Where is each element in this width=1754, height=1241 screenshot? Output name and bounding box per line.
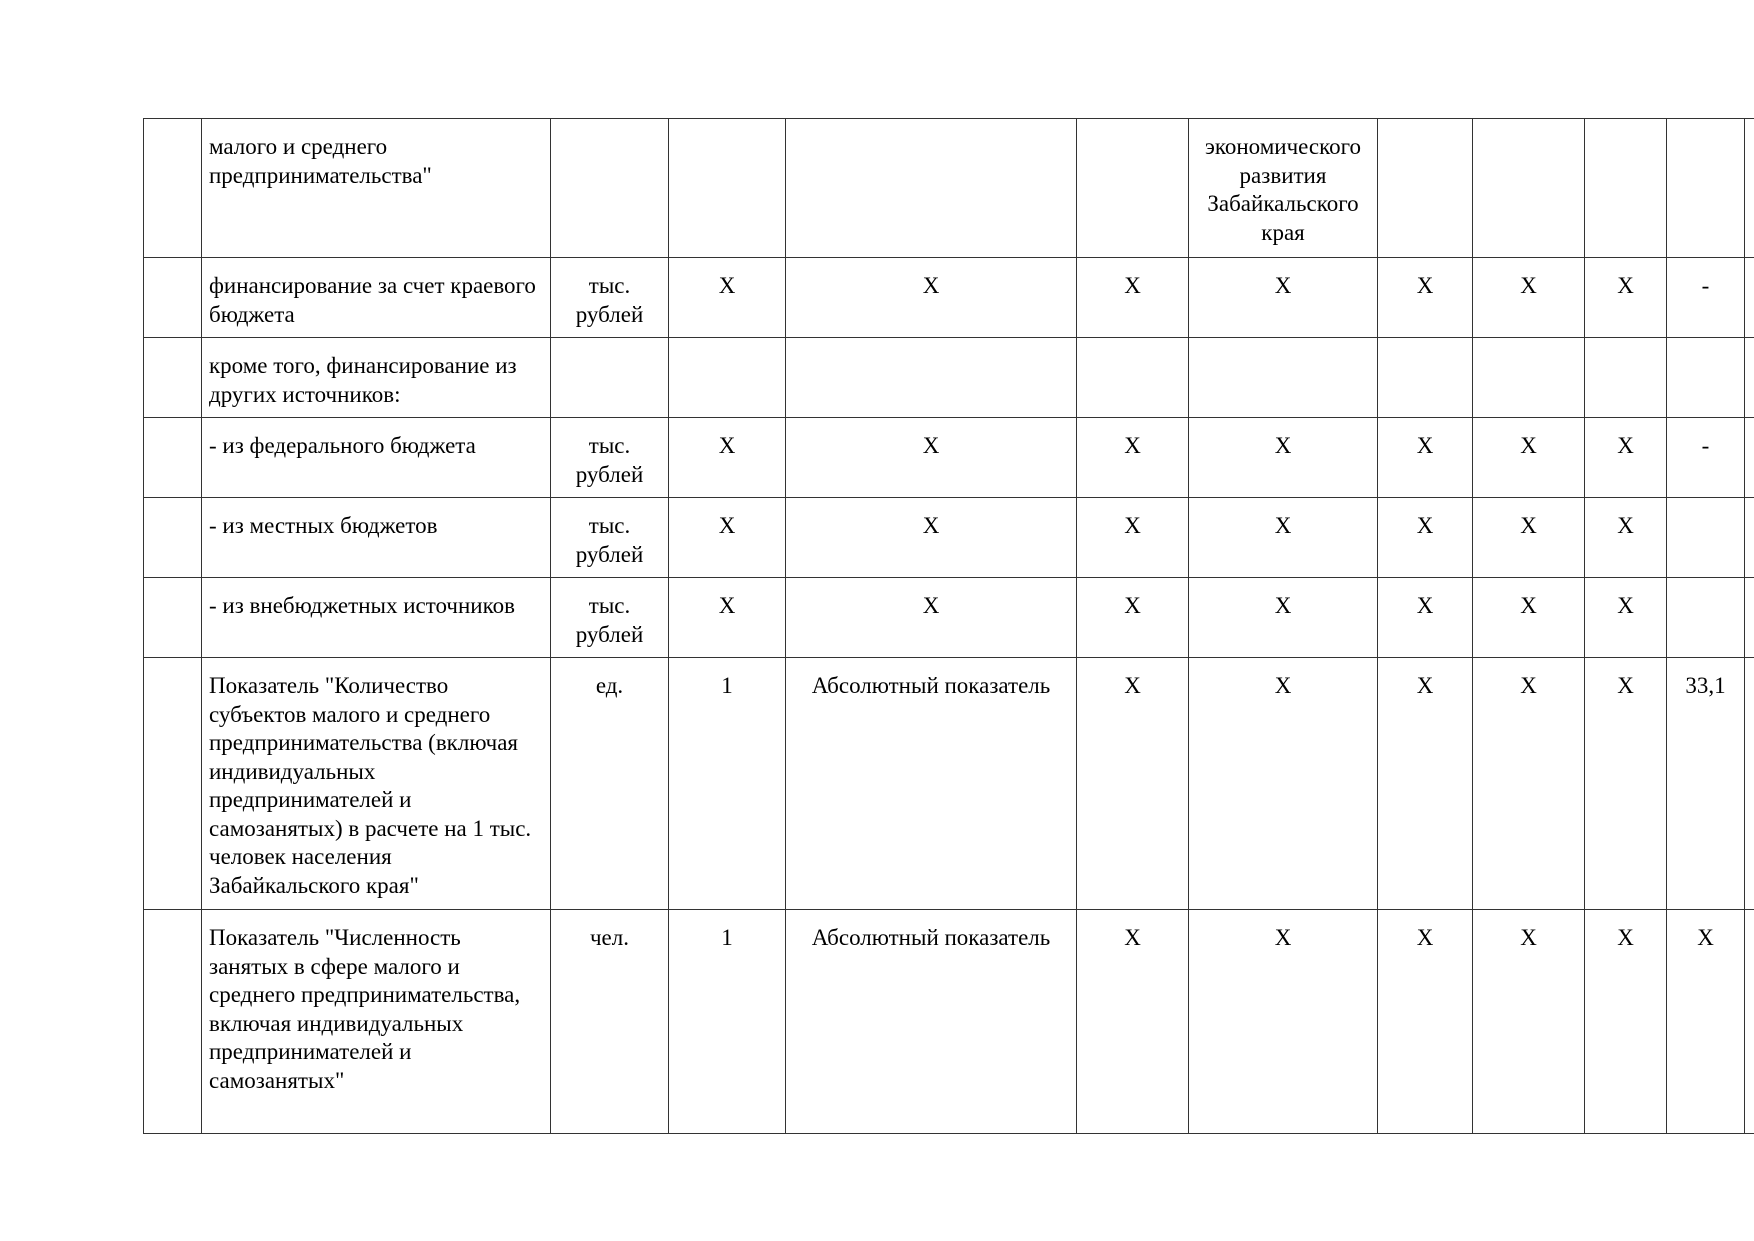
method-cell [786,119,1077,258]
row-name-cell: - из внебюджетных источников [202,578,551,658]
row-number-cell [144,498,202,578]
table-row [144,910,1754,1134]
value-cell: X [1077,578,1189,658]
unit-cell [551,338,669,418]
table-row [144,418,1754,498]
value-cell: X [1473,418,1585,498]
row-number-cell [144,658,202,910]
value-cell: X [1378,258,1473,338]
value-cell: X [1077,498,1189,578]
value-cell [1667,578,1745,658]
weight-cell: 1 [669,910,786,1134]
value-cell: - [1667,258,1745,338]
value-cell [1077,119,1189,258]
table-row [144,578,1754,658]
method-cell: X [786,498,1077,578]
table-row [144,338,1754,418]
value-cell: X [1585,658,1667,910]
row-number-cell [144,338,202,418]
weight-cell: X [669,258,786,338]
clipped-cell [1745,658,1754,910]
clipped-cell [1745,578,1754,658]
value-cell: X [1585,910,1667,1134]
executor-cell: X [1189,658,1378,910]
value-cell: X [1077,658,1189,910]
value-cell: 33,1 [1667,658,1745,910]
value-cell: X [1473,578,1585,658]
executor-cell: X [1189,258,1378,338]
method-cell: Абсолютный показатель [786,910,1077,1134]
value-cell: X [1585,418,1667,498]
value-cell [1473,338,1585,418]
table-row [144,658,1754,910]
value-cell [1667,338,1745,418]
value-cell [1667,119,1745,258]
row-name-cell: малого и среднего предпринимательства" [202,119,551,258]
value-cell: X [1378,418,1473,498]
unit-cell: тыс. рублей [551,418,669,498]
weight-cell: 1 [669,658,786,910]
row-number-cell [144,258,202,338]
program-indicators-table [143,118,1754,1134]
executor-cell: X [1189,578,1378,658]
value-cell: X [1077,258,1189,338]
method-cell: Абсолютный показатель [786,658,1077,910]
value-cell: X [1585,578,1667,658]
value-cell: X [1473,658,1585,910]
method-cell: X [786,578,1077,658]
unit-cell: тыс. рублей [551,578,669,658]
value-cell [1473,119,1585,258]
value-cell: X [1667,910,1745,1134]
clipped-cell [1745,119,1754,258]
value-cell: X [1585,258,1667,338]
clipped-cell [1745,418,1754,498]
value-cell [1585,338,1667,418]
value-cell: - [1667,418,1745,498]
unit-cell: тыс. рублей [551,498,669,578]
clipped-cell [1745,338,1754,418]
unit-cell: тыс. рублей [551,258,669,338]
value-cell: X [1473,910,1585,1134]
executor-cell: X [1189,910,1378,1134]
row-number-cell [144,578,202,658]
row-name-cell: Показатель "Численность занятых в сфере малого и среднего предпринимательства, включая индивидуальных предпринимателей и самозанятых" [202,910,551,1134]
unit-cell: чел. [551,910,669,1134]
value-cell: X [1378,498,1473,578]
value-cell: X [1378,658,1473,910]
weight-cell [669,338,786,418]
value-cell: X [1378,578,1473,658]
executor-cell [1189,338,1378,418]
row-number-cell [144,418,202,498]
value-cell: X [1585,498,1667,578]
value-cell [1077,338,1189,418]
row-name-cell: финансирование за счет краевого бюджета [202,258,551,338]
clipped-cell [1745,498,1754,578]
method-cell: X [786,258,1077,338]
table-row [144,119,1754,258]
value-cell: X [1077,910,1189,1134]
value-cell: X [1378,910,1473,1134]
method-cell [786,338,1077,418]
value-cell [1667,498,1745,578]
table-row [144,258,1754,338]
unit-cell [551,119,669,258]
method-cell: X [786,418,1077,498]
row-name-cell: - из федерального бюджета [202,418,551,498]
row-number-cell [144,910,202,1134]
row-name-cell: кроме того, финансирование из других источников: [202,338,551,418]
weight-cell [669,119,786,258]
weight-cell: X [669,578,786,658]
value-cell: X [1473,498,1585,578]
value-cell: X [1473,258,1585,338]
value-cell [1585,119,1667,258]
row-name-cell: Показатель "Количество субъектов малого и среднего предпринимательства (включая индивидуальных предпринимателей и самозанятых) в расчете на 1 тыс. человек населения Забайкальского края" [202,658,551,910]
value-cell [1378,338,1473,418]
row-number-cell [144,119,202,258]
executor-cell: экономического развития Забайкальского края [1189,119,1378,258]
value-cell: X [1077,418,1189,498]
row-name-cell: - из местных бюджетов [202,498,551,578]
table-row [144,498,1754,578]
clipped-cell [1745,910,1754,1134]
value-cell [1378,119,1473,258]
unit-cell: ед. [551,658,669,910]
weight-cell: X [669,418,786,498]
clipped-cell [1745,258,1754,338]
executor-cell: X [1189,498,1378,578]
weight-cell: X [669,498,786,578]
executor-cell: X [1189,418,1378,498]
